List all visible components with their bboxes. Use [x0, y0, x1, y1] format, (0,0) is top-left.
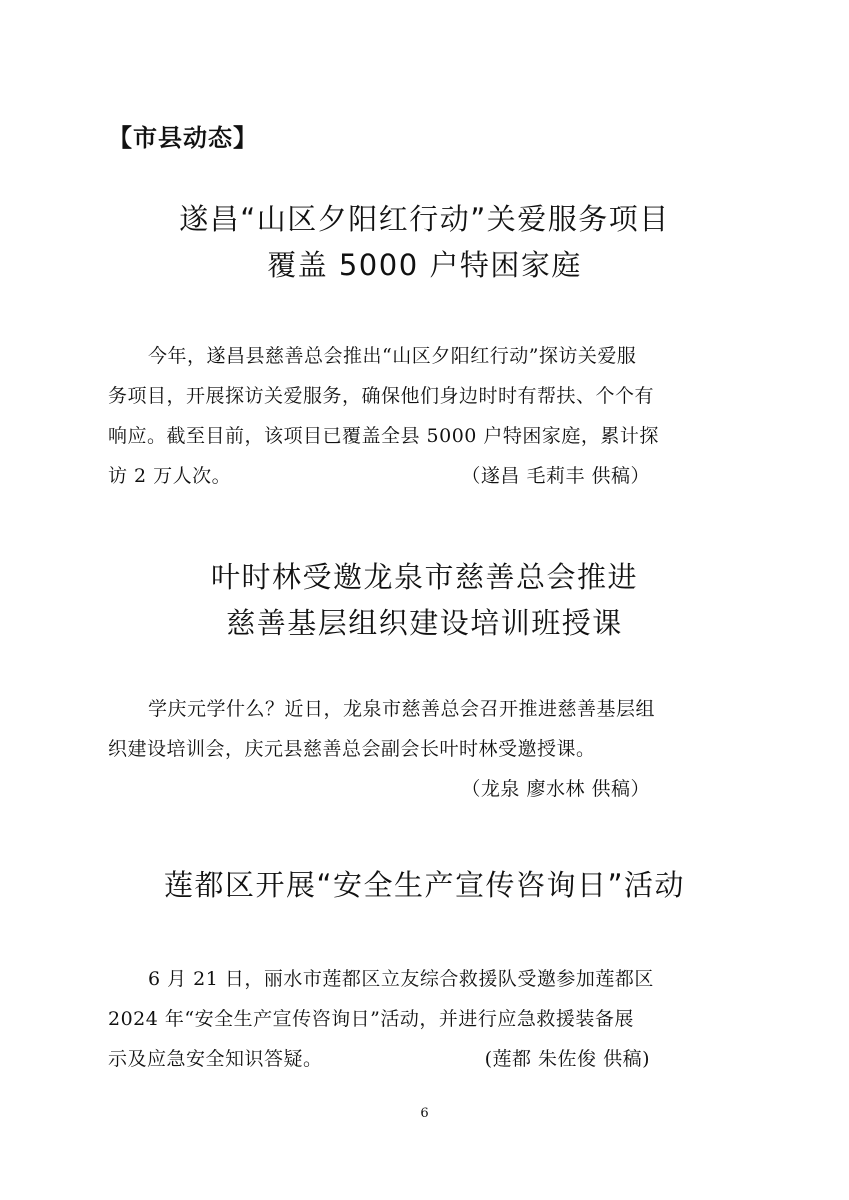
article-2-title — [0, 554, 849, 646]
article-1-body-line-4: 访 2 万人次。 — [108, 465, 232, 487]
article-3-credit: (莲都 朱佐俊 供稿) — [484, 1048, 650, 1070]
article-2-credit: （龙泉 廖水林 供稿） — [461, 778, 650, 800]
article-3-body-line-2: 2024 年“安全生产宣传咨询日”活动，并进行应急救援装备展 — [108, 1008, 634, 1030]
article-1-body-line-2: 务项目，开展探访关爱服务，确保他们身边时时有帮扶、个个有 — [108, 385, 655, 407]
article-3-body-line-1: 6 月 21 日，丽水市莲都区立友综合救援队受邀参加莲都区 — [148, 968, 654, 990]
article-3-body — [108, 959, 746, 1079]
page-number: 6 — [420, 1106, 429, 1121]
article-2-title-line-1: 叶时林受邀龙泉市慈善总会推进 — [210, 560, 638, 594]
article-3-title — [0, 862, 849, 908]
article-2-body-line-1: 学庆元学什么？近日，龙泉市慈善总会召开推进慈善基层组 — [148, 698, 656, 720]
article-2-title-line-2: 慈善基层组织建设培训班授课 — [226, 606, 623, 640]
article-3-body-line-3: 示及应急安全知识答疑。 — [108, 1048, 323, 1070]
article-1-title — [0, 196, 849, 288]
article-1-title-line-2: 覆盖 5000 户特困家庭 — [267, 248, 582, 282]
section-tag: 【市县动态】 — [108, 124, 258, 152]
article-3-title-line-1: 莲都区开展“安全生产宣传咨询日”活动 — [163, 868, 686, 902]
article-1-title-line-1: 遂昌“山区夕阳红行动”关爱服务项目 — [179, 202, 670, 236]
article-2-body — [108, 689, 746, 809]
article-1-body-line-1: 今年，遂昌县慈善总会推出“山区夕阳红行动”探访关爱服 — [148, 345, 637, 367]
article-1-body-line-3: 响应。截至目前，该项目已覆盖全县 5000 户特困家庭，累计探 — [108, 425, 659, 447]
article-1-body — [108, 336, 746, 496]
article-2-body-line-2: 织建设培训会，庆元县慈善总会副会长叶时林受邀授课。 — [108, 738, 596, 760]
article-1-credit: （遂昌 毛莉丰 供稿） — [461, 465, 650, 487]
